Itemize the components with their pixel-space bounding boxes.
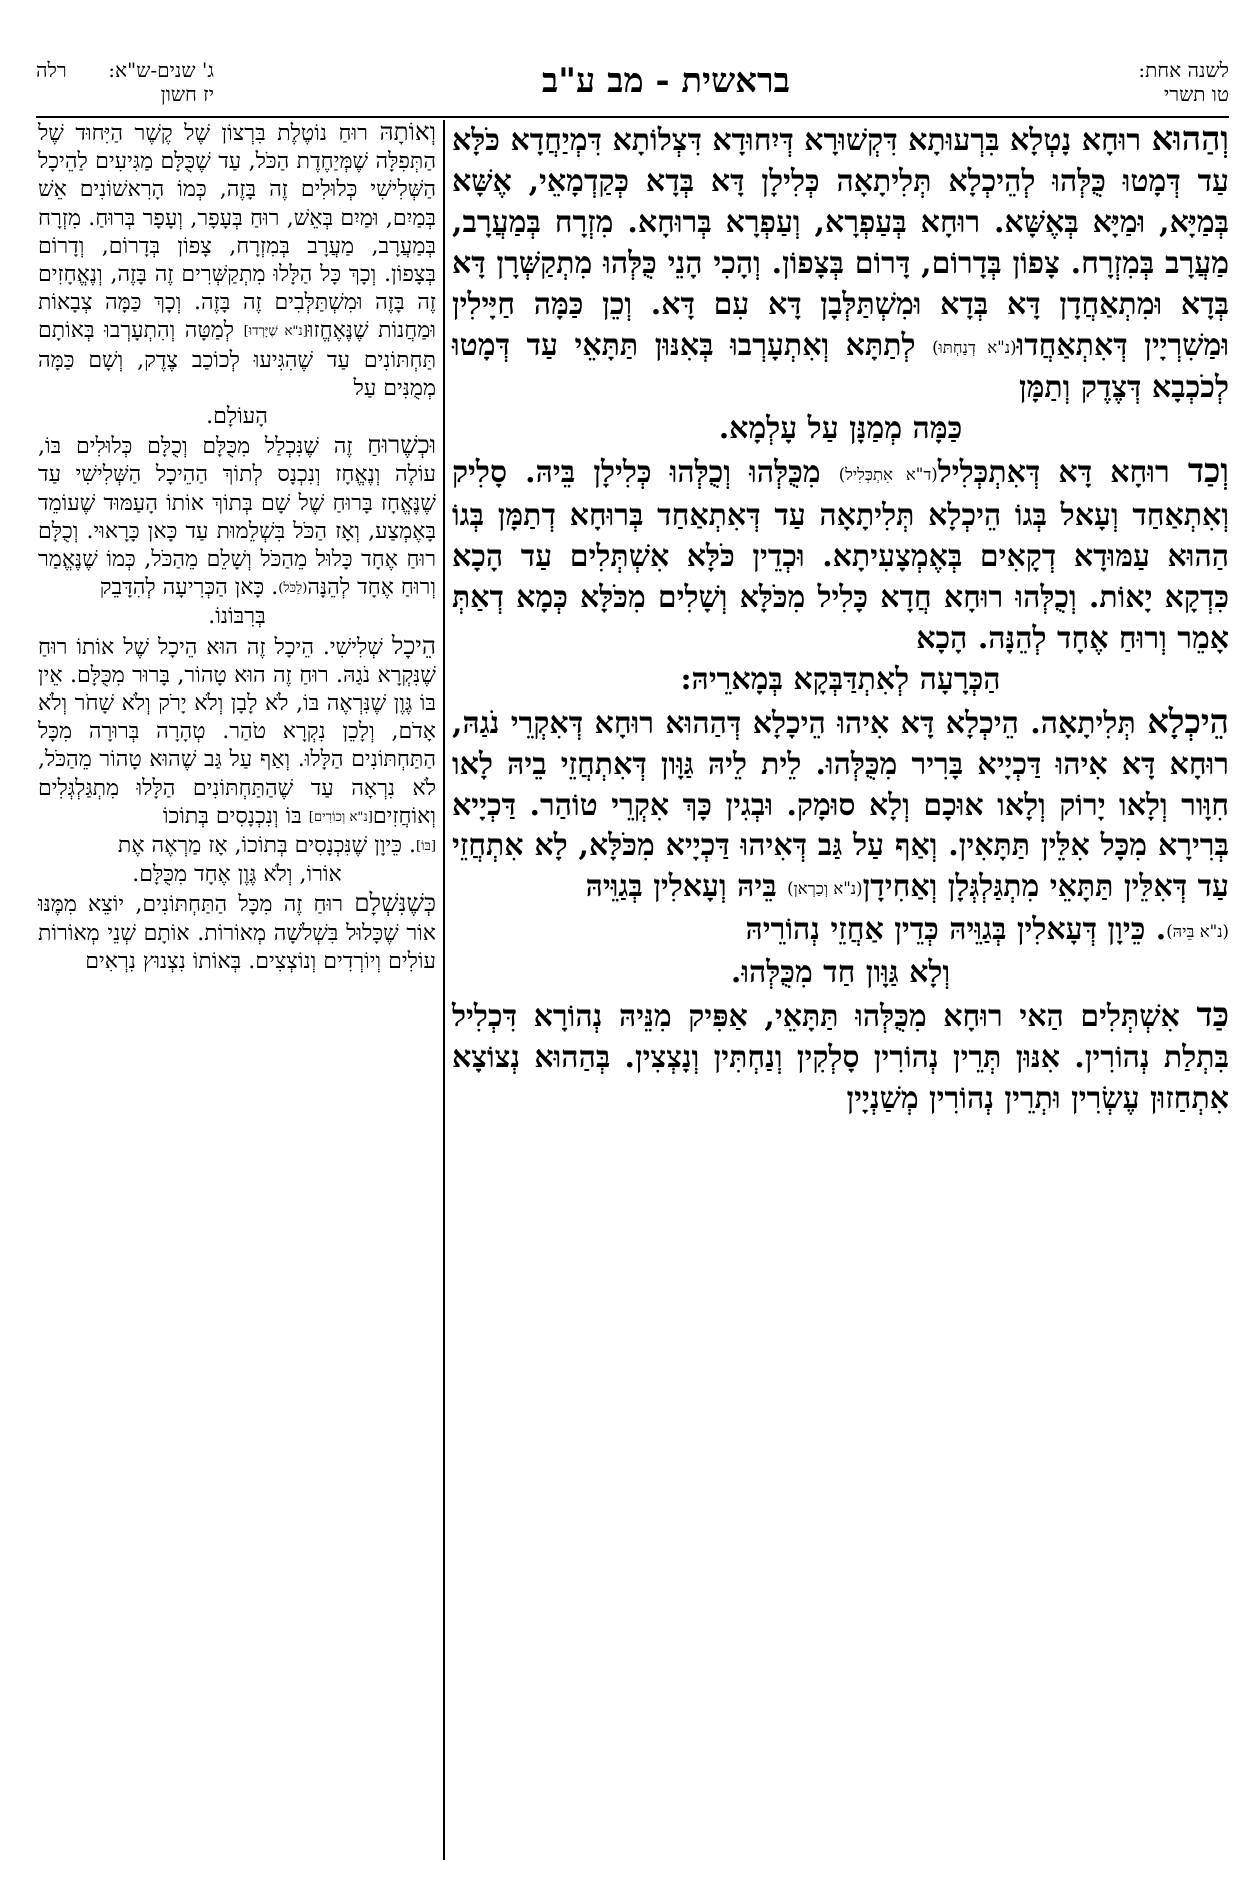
side-text-tail: . כָּאן הַכְּרִיעָה לְהִדָּבֵק [99,575,279,601]
main-text-tail: לְתַתָּא וְאִתְעָרְבוּ בְּאִנּוּן תַּתָּאֵי עַד דְּמָטוּ לְכֹכְבָא דְּצֶדֶק וְתַמָּן [452,327,1229,406]
main-text-column [452,118,1229,1120]
main-paragraph-end [452,409,1229,450]
side-paragraph-end [38,603,436,631]
variant-note: (נ"א וְכַרְאן) [787,879,863,899]
side-lead-word: כְּשֶׁנִּשְׁלָם [354,888,436,918]
translation-column [38,118,436,976]
side-paragraph [38,431,436,603]
side-text: שְׁלִישִׁי. הֵיכָל זֶה הוּא הֵיכָל שֶׁל אוֹתוֹ רוּחַ שֶׁנִּקְרָא נֹגַהּ. רוּחַ זֶה הוּא טָהוֹר, בָּרוּר מִכֻּלָּם. אֵין בּוֹ גֶּוֶן שֶׁנִּרְאֶה בּוֹ, לֹא לָבָן וְלֹא יָרֹק וְלֹא שָׁחֹר וְלֹא אָדֹם, וְלָכֵן נִקְרָא טֹהַר. טְהָרָה בְּרוּרָה מִכָּל הַתַּחְתּוֹנִים הַלָּלוּ. וְאַף עַל גַּב שֶׁהוּא טָהוֹר מֵהַכֹּל, לֹא נִרְאָה עַד שֶׁהַתַּחְתּוֹנִים הַלָּלוּ מִתְגַּלְגְּלִים וְאוֹחֲזִים [38,634,436,829]
variant-note: [בּוֹ] [415,839,436,855]
main-text: הַכְּרָעָה לְאִתְדַּבְּקָא בְּמָארֵיהּ: [680,661,1001,697]
side-lead-word: הֵיכָל [391,630,436,660]
side-paragraph [38,889,436,976]
side-paragraph-continuation [38,832,436,861]
variant-note: (ד"א אִתְכְּלִיל) [838,465,938,485]
side-text-tail: לְמַטָּה וְהִתְעָרְבוּ בְּאוֹתָם תַּחְתּוֹנִים עַד שֶׁהִגִּיעוּ לְכוֹכַב צֶדֶק, וְשָׁם כַּמָּה מְמֻנִּים עַל [38,318,436,401]
variant-note: (לַכֹּל) [278,581,308,597]
main-text: וְלָא גַּוָּון חַד מִכֻּלְּהוּ. [730,955,951,991]
main-text: רוּחָא דָּא דְּאִתְכְּלִיל [937,455,1188,491]
variant-note: (נ"א בֵּיהּ) [1166,922,1229,942]
header-date-right: טו תשרי [1164,82,1229,106]
side-paragraph-end [38,861,436,889]
book-title: בראשית - מב ע"ב [541,61,791,101]
header-date-left: יז חשון [160,82,214,106]
side-text: בְּרִבּוֹנוֹ. [208,604,266,630]
variant-note: [נ"א וְכוֹרִים] [308,809,373,825]
side-lead-word: וְאוֹתָהּ [379,117,436,146]
side-text: רוּחַ נוֹטֶלֶת בִּרְצוֹן שֶׁל קֶשֶׁר הַיִּחוּד שֶׁל הַתְּפִלָּה שֶׁמְּיַחֶדֶת הַכֹּל, עַד שֶׁכֻּלָּם מַגִּיעִים לַהֵיכָל הַשְּׁלִישִׁי כְּלוּלִים זֶה בָּזֶה, כְּמוֹ הָרִאשׁוֹנִים אֵשׁ בְּמַיִם, וּמַיִם בְּאֵשׁ, רוּחַ בְּעָפָר, וְעָפָר בְּרוּחַ. מִזְרָח בְּמַעֲרָב, מַעֲרָב בְּמִזְרָח, צָפוֹן בְּדָרוֹם, וְדָרוֹם בְּצָפוֹן. וְכָךְ כָּל הַלָּלוּ מִתְקַשְּׁרִים זֶה בָּזֶה, וְנֶאֱחָזִים זֶה בָּזֶה וּמִשְׁתַּלְּבִים זֶה בָּזֶה. וְכָךְ כַּמָּה צְבָאוֹת וּמַחֲנוֹת שֶׁנֶּאֶחֱזוּ [38,121,436,344]
page-header [36,58,1229,116]
main-text-tail: . כֵּיוָן דְּעָאלִין בְּגַוֵּיהּ כְּדֵין אַחֲזֵי נְהוֹרֵיהּ [745,912,1167,948]
side-lead-word: וּכְשֶׁרוּחַ [367,430,436,460]
variant-note: (נ"א דְנַחְתּוּ) [932,337,1017,357]
header-right [1138,58,1229,106]
main-paragraph [452,701,1229,911]
main-text-tail: בֵּיהּ וְעָאלִין בְּגַוֵּיהּ [585,869,788,905]
main-paragraph [452,118,1229,409]
main-text-tail: מִכֻּלְּהוּ וְכֻלְּהוּ כְּלִילָן בֵּיהּ. סָלִיק וְאִתְאַחַד וְעָאל בְּגוֹ הֵיכְלָא תְּלִיתָאָה עַד דְּאִתְאַחַד בְּרוּחָא דְתַמָּן בְּגוֹ הַהוּא עַמּוּדָא דְקָאִים בְּאֶמְצָעִיתָא. וּכְדֵין כֹּלָּא אִשְׁתְּלִים עַד הָכָא כִּדְקָא יָאוֹת. וְכֻלְּהוּ רוּחָא חֲדָא כָּלִיל מִכֹּלָּא וְשָׁלִים מִכֹּלָּא כְּמָא דְאַתְּ אָמֵר וְרוּחַ אֶחָד לְהֵנָּה. הָכָא [452,455,1229,656]
variant-note: [נ"א שֶׁיָּרְדוּ] [243,324,308,340]
main-paragraph-continuation [452,910,1229,953]
main-lead-word: וְהַהוּא [1151,118,1229,158]
main-lead-word: הֵיכְלָא [1147,700,1229,741]
side-text: הָעוֹלָם. [206,404,268,430]
side-text: אוֹרוֹ, וְלֹא גֶּוֶן אֶחָד מִכֻּלָּם. [132,862,342,888]
side-paragraph-end [38,403,436,431]
main-text: כַּמָּה מְמַנָּן עַל עָלְמָא. [718,411,963,447]
main-text: תְּלִיתָאָה. הֵיכְלָא דָּא אִיהוּ הֵיכָלָא דְּהַהוּא רוּחָא דְּאִקְרֵי נֹגַהּ, רוּחָא דָּא אִיהוּ דַּכְיָיא בָּרִיר מִכֻּלְּהוּ. לֵית לֵיהּ גַּוָּון דְּאִתְחֲזֵי בֵיהּ לָאו חִוָּור וְלָאו יָרוֹק וְלָאו אוּכָם וְלָא סוּמָק. וּבְגִין כָּךְ אִקְרֵי טוֹהַר. דַּכְיָיא בְּרִירָא מִכָּל אִלֵּין תַּתָּאִין. וְאַף עַל גַּב דְּאִיהוּ דַּכְיָיא מִכֹּלָּא, לָא אִתְחֲזֵי עַד דְּאִלֵּין תַּתָּאֵי מִתְגַּלְגְּלָן וְאַחִידָן [452,705,1229,905]
side-paragraph [38,632,436,832]
side-text-tail: . כֵּיוָן שֶׁנִּכְנָסִים בְּתוֹכוֹ, אָז מַרְאֶה אֶת [117,833,416,859]
main-paragraph-end [452,660,1229,701]
main-lead-word: כַּד [1196,994,1229,1035]
header-page-number: רלה [36,58,67,82]
header-left [36,58,214,106]
column-divider [443,120,445,1860]
main-paragraph [452,450,1229,660]
main-paragraph-end [452,953,1229,994]
side-text: זֶה שֶׁנִּכְלַל מִכֻּלָּם וְכֻלָּם כְּלוּלִים בּוֹ, עוֹלֶה וְנֶאֱחָז וְנִכְנָס לְתוֹךְ הַהֵיכָל הַשְּׁלִישִׁי עַד שֶׁנֶּאֱחָז בָּרוּחַ שֶׁל שָׁם בְּתוֹךְ אוֹתוֹ הָעַמּוּד שֶׁעוֹמֵד בָּאֶמְצַע, וְאָז הַכֹּל בִּשְׁלֵמוּת עַד כָּאן כָּרָאוּי. וְכֻלָּם רוּחַ אֶחָד כָּלוּל מֵהַכֹּל וְשָׁלֵם מֵהַכֹּל, כְּמוֹ שֶׁנֶּאֱמַר וְרוּחַ אֶחָד לְהֵנָּה [38,434,436,601]
main-paragraph [452,994,1229,1120]
header-cycle-label: ג' שנים-ש"א: [108,58,214,82]
side-text: רוּחַ זֶה מִכָּל הַתַּחְתּוֹנִים, יוֹצֵא מִמֶּנּוּ אוֹר שֶׁכָּלוּל בִּשְׁלֹשָׁה מְאוֹרוֹת. אוֹתָם שְׁנֵי מְאוֹרוֹת עוֹלִים וְיוֹרְדִים וְנוֹצְצִים. בְּאוֹתוֹ נִצְנוּץ נִרְאִים [38,892,436,974]
header-cycle-right: לשנה אחת: [1138,58,1229,82]
main-text: אִשְׁתְּלִים הַאי רוּחָא מִכֻּלְּהוּ תַּתָּאֵי, אַפִּיק מִנֵּיהּ נְהוֹרָא דִּכְלִיל בִּתְלַת נְהוֹרִין. אִנּוּן תְּרֵין נְהוֹרִין סָלְקִין וְנַחְתִּין וְנָצְצִין. בְּהַהוּא נְצוֹצָא אִתְחַזוּן עֶשְׂרִין וּתְרֵין נְהוֹרִין מְשַׁנְיָין [452,999,1229,1116]
main-text: רוּחָא נָטְלָא בִּרְעוּתָא דִּקְשׁוּרָא דְּיִחוּדָא דִּצְלוֹתָא דִּמְיַחֲדָא כֹּלָּא עַד דְּמָטוּ כֻּלְּהוּ לְהֵיכְלָא תְּלִיתָאָה כְּלִילָן דָּא בְּדָא כְּקַדְמָאֵי, אֶשָּׁא בְּמַיָּא, וּמַיָּא בְּאֶשָּׁא. רוּחָא בְּעַפְרָא, וְעַפְרָא בְּרוּחָא. מִזְרָח בְּמַעֲרָב, מַעֲרָב בְּמִזְרָח. צָפוֹן בְּדָרוֹם, דָּרוֹם בְּצָפוֹן. וְהָכִי הָנֵי כֻּלְּהוּ מִתְקַשְּׁרָן דָּא בְּדָא וּמִתְאַחֲדָן דָּא בְּדָא וּמִשְׁתַּלְּבָן דָּא עִם דָּא. וְכֵן כַּמָּה חַיָּילִין וּמַשִׁרְיָין דְּאִתְאַחֲדוּ [452,123,1229,363]
main-lead-word: וְכַד [1187,450,1229,491]
side-paragraph [38,118,436,403]
side-text-tail: בּוֹ וְנִכְנָסִים בְּתוֹכוֹ [162,803,309,829]
